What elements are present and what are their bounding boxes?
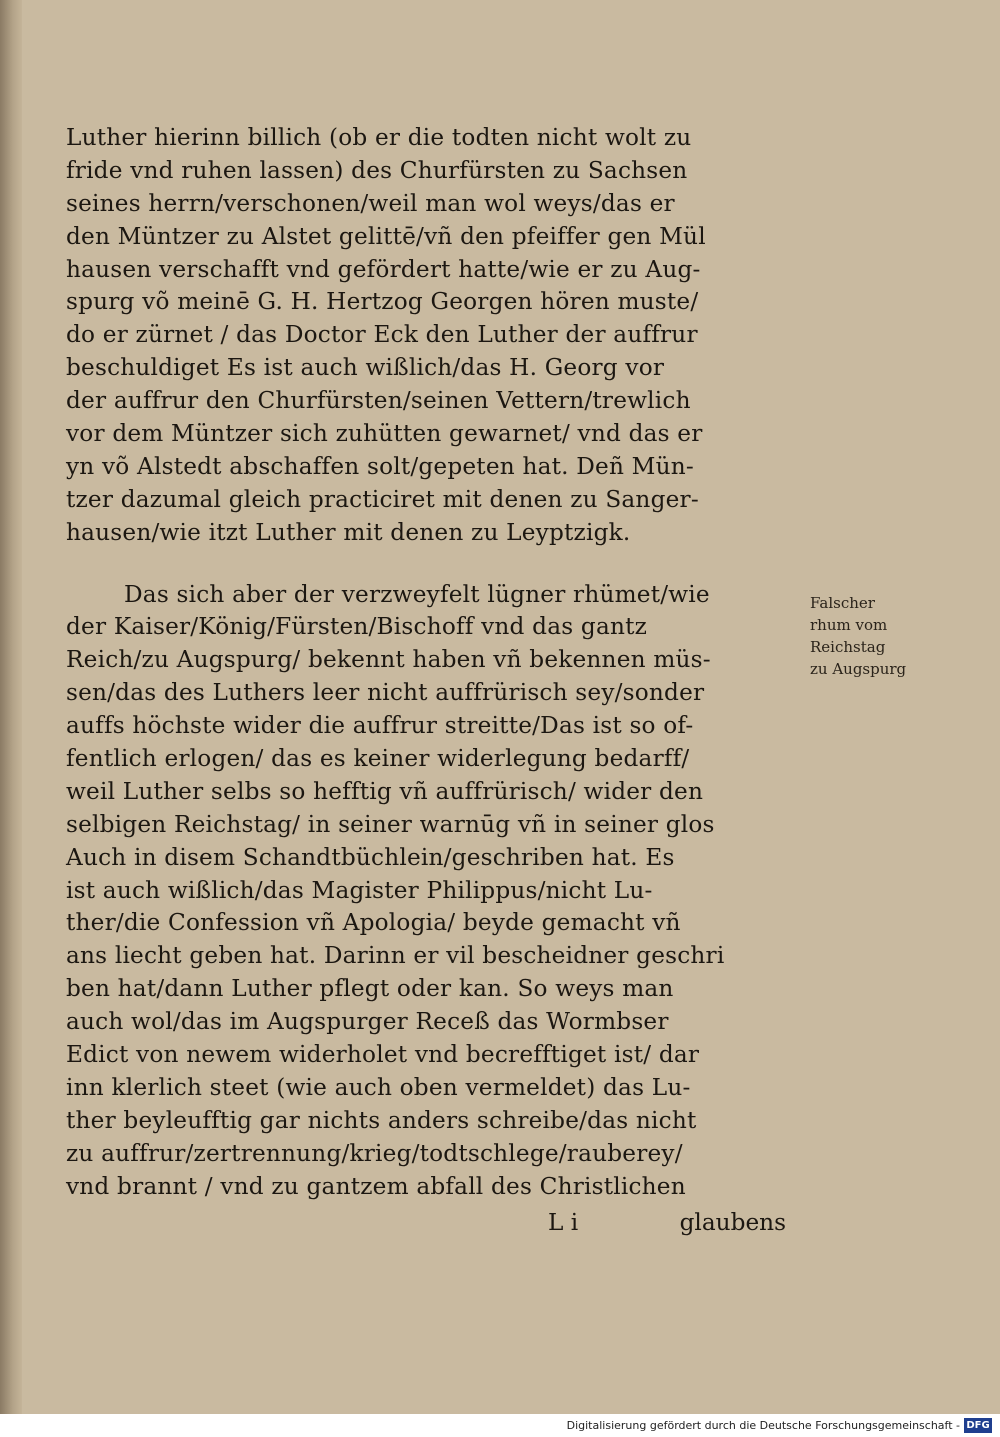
- text-line: Auch in disem Schandtbüchlein/geschriben hat. Es: [66, 843, 675, 871]
- paragraph-2: [66, 579, 806, 1204]
- dfg-logo: DFG: [964, 1418, 992, 1433]
- signature-mark: L i: [548, 1209, 579, 1236]
- text-line: do er zürnet / das Doctor Eck den Luther der auffrur: [66, 321, 698, 349]
- catchword: glaubens: [679, 1209, 786, 1236]
- text-line: Das sich aber der verzweyfelt lügner rhümet/wie: [124, 580, 710, 608]
- text-line: Luther hierinn billich (ob er die todten nicht wolt zu: [66, 124, 692, 151]
- text-line: der Kaiser/König/Fürsten/Bischoff vnd das gantz: [66, 613, 648, 641]
- text-line: spurg võ meinē G. H. Hertzog Georgen hören muste/: [66, 288, 699, 316]
- marginal-note-line: Falscher: [810, 594, 875, 612]
- text-line: zu auffrur/zertrennung/krieg/todtschlege/rauberey/: [66, 1139, 683, 1167]
- marginal-note-line: rhum vom: [810, 616, 888, 634]
- main-text-block: [66, 122, 806, 1204]
- binding-edge: [0, 0, 22, 1414]
- text-line: selbigen Reichstag/ in seiner warnūg vñ in seiner glos: [66, 810, 715, 838]
- text-line: Reich/zu Augspurg/ bekennt haben vñ bekennen müs-: [66, 646, 711, 674]
- text-line: hausen verschafft vnd gefördert hatte/wie er zu Aug-: [66, 255, 701, 283]
- text-line: ans liecht geben hat. Darinn er vil bescheidner geschri: [66, 942, 725, 970]
- text-line: ist auch wißlich/das Magister Philippus/nicht Lu-: [66, 876, 653, 904]
- marginal-note: [810, 592, 960, 680]
- funding-credit: Digitalisierung gefördert durch die Deutsche Forschungsgemeinschaft -: [566, 1419, 960, 1432]
- text-line: vor dem Müntzer sich zuhütten gewarnet/ vnd das er: [66, 420, 703, 448]
- text-line: sen/das des Luthers leer nicht auffrürisch sey/sonder: [66, 679, 705, 707]
- text-line: auffs höchste wider die auffrur streitte/Das ist so of-: [66, 712, 694, 740]
- catchline: [66, 1206, 806, 1240]
- text-line: tzer dazumal gleich practiciret mit denen zu Sanger-: [66, 485, 699, 513]
- footer-bar: [0, 1414, 1000, 1437]
- text-line: hausen/wie itzt Luther mit denen zu Leyptzigk.: [66, 518, 631, 546]
- text-line: ther beyleufftig gar nichts anders schreibe/das nicht: [66, 1106, 697, 1134]
- text-line: beschuldiget Es ist auch wißlich/das H. Georg vor: [66, 354, 665, 382]
- text-line: vnd brannt / vnd zu gantzem abfall des Christlichen: [66, 1172, 686, 1200]
- text-line: fride vnd ruhen lassen) des Churfürsten zu Sachsen: [66, 156, 688, 184]
- text-line: inn klerlich steet (wie auch oben vermeldet) das Lu-: [66, 1073, 691, 1101]
- paragraph-1: [66, 122, 806, 550]
- text-line: yn võ Alstedt abschaffen solt/gepeten hat. Deñ Mün-: [66, 452, 694, 480]
- text-line: weil Luther selbs so hefftig vñ auffrürisch/ wider den: [66, 777, 704, 805]
- text-line: fentlich erlogen/ das es keiner widerlegung bedarff/: [66, 745, 690, 773]
- text-line: seines herrn/verschonen/weil man wol weys/das er: [66, 189, 675, 217]
- marginal-note-line: Reichstag: [810, 638, 886, 656]
- text-line: der auffrur den Churfürsten/seinen Vettern/trewlich: [66, 387, 691, 415]
- text-line: ben hat/dann Luther pflegt oder kan. So weys man: [66, 975, 674, 1003]
- text-line: ther/die Confession vñ Apologia/ beyde gemacht vñ: [66, 909, 681, 937]
- marginal-note-line: zu Augspurg: [810, 660, 907, 678]
- text-line: Edict von newem widerholet vnd becrefftiget ist/ dar: [66, 1041, 700, 1069]
- text-line: auch wol/das im Augspurger Receß das Wormbser: [66, 1008, 669, 1036]
- text-line: den Müntzer zu Alstet gelittē/vñ den pfeiffer gen Mül: [66, 222, 706, 250]
